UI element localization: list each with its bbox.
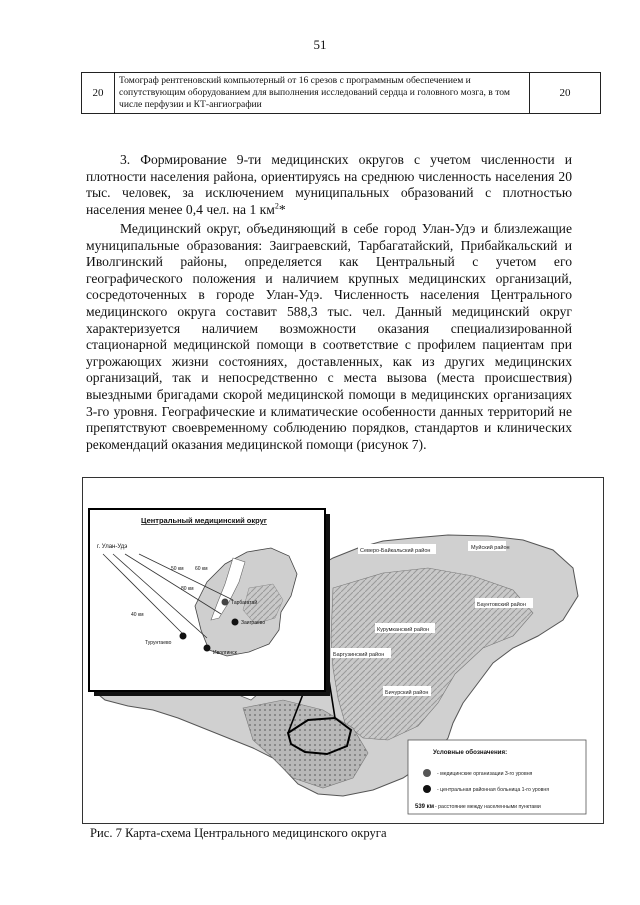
distance-label: 50 км: [171, 566, 184, 572]
inset-title: Центральный медицинский округ: [141, 516, 267, 525]
region-label: Муйский район: [471, 545, 510, 551]
distance-label: 60 км: [195, 566, 208, 572]
superscript: 2: [274, 201, 279, 211]
region-label: Курумканский район: [377, 627, 430, 633]
table-row: [82, 73, 601, 114]
legend-item-label: - центральная районная больница 1-го уровня: [437, 787, 550, 793]
distance-label: 80 км: [181, 586, 194, 592]
hospital-marker: [204, 645, 211, 652]
hospital-marker: [180, 633, 187, 640]
paragraph-district-formation: [86, 152, 572, 218]
legend-title: Условные обозначения:: [433, 749, 508, 756]
map-figure: [82, 477, 604, 824]
legend-level3-marker: [423, 769, 431, 777]
legend-hospital-marker: [423, 785, 431, 793]
inset-map: [89, 509, 330, 696]
map-svg: [83, 478, 603, 823]
paragraph-text: 3. Формирование 9-ти медицинских округов с учетом численности и плотности населения района, ориентируясь на среднюю численность населения 20 тыс. человек, за исключением муниципальных образований с плотностью населения менее 0,4 чел. на 1 км: [86, 152, 572, 217]
legend-distance-label: - расстояние между населенными пунктами: [435, 804, 541, 810]
hospital-marker: [232, 619, 239, 626]
place-label: Тарбагатай: [231, 600, 258, 606]
equipment-table: [81, 72, 601, 114]
legend-distance-sample: 539 км: [415, 804, 435, 810]
footnote-mark: *: [278, 201, 286, 217]
region-label: Баунтовский район: [477, 602, 526, 608]
inset-city-label: г. Улан-Удэ: [97, 544, 128, 550]
paragraph-central-district: Медицинский округ, объединяющий в себе город Улан-Удэ и близлежащие муниципальные образования: Заиграевский, Тарбагатайский, Прибайкальский и Иволгинский районы, определяется как Центральный с учетом его географического положения и наличием крупных медицинских организаций, сосредоточенных в городе Улан-Удэ. Численность населения Центрального медицинского округа составит 588,3 тыс. чел. Данный медицинский округ характеризуется наличием возможности оказания специализированной стационарной медицинской помощи в соответствие с профилем пациентам при угрожающих жизни состояниях, доставленных, как из других медицинских организаций, так и непосредственно с места вызова (места происшествия) выездными бригадами скорой медицинской помощи в медицинских организациях 3-го уровня. Географические и климатические особенности данных территорий не препятствуют своевременному соблюдению порядков, стандартов и клинических рекомендаций оказания медицинской помощи (рисунок 7).: [86, 221, 572, 452]
row-number: 20: [82, 73, 115, 114]
figure-caption: Рис. 7 Карта-схема Центрального медицинского округа: [90, 826, 387, 840]
place-label: Турунтаево: [145, 640, 172, 646]
row-quantity: 20: [530, 73, 601, 114]
row-description: Томограф рентгеновский компьютерный от 16 срезов с программным обеспечением и сопутствующим оборудованием для выполнения исследований сердца и головного мозга, в том числе перфузии и КТ-ангиографии: [115, 73, 530, 114]
region-label: Северо-Байкальский район: [360, 548, 431, 554]
region-label: Бичурский район: [385, 690, 429, 696]
place-label: Заиграево: [241, 620, 266, 626]
distance-label: 40 км: [131, 612, 144, 618]
place-label: Иволгинск: [213, 650, 237, 656]
region-label: Баргузинский район: [333, 652, 385, 658]
map-legend: [408, 740, 586, 814]
legend-item-label: - медицинские организации 3-го уровня: [437, 771, 533, 777]
page-number: 51: [313, 37, 327, 52]
level3-marker: [222, 599, 229, 606]
